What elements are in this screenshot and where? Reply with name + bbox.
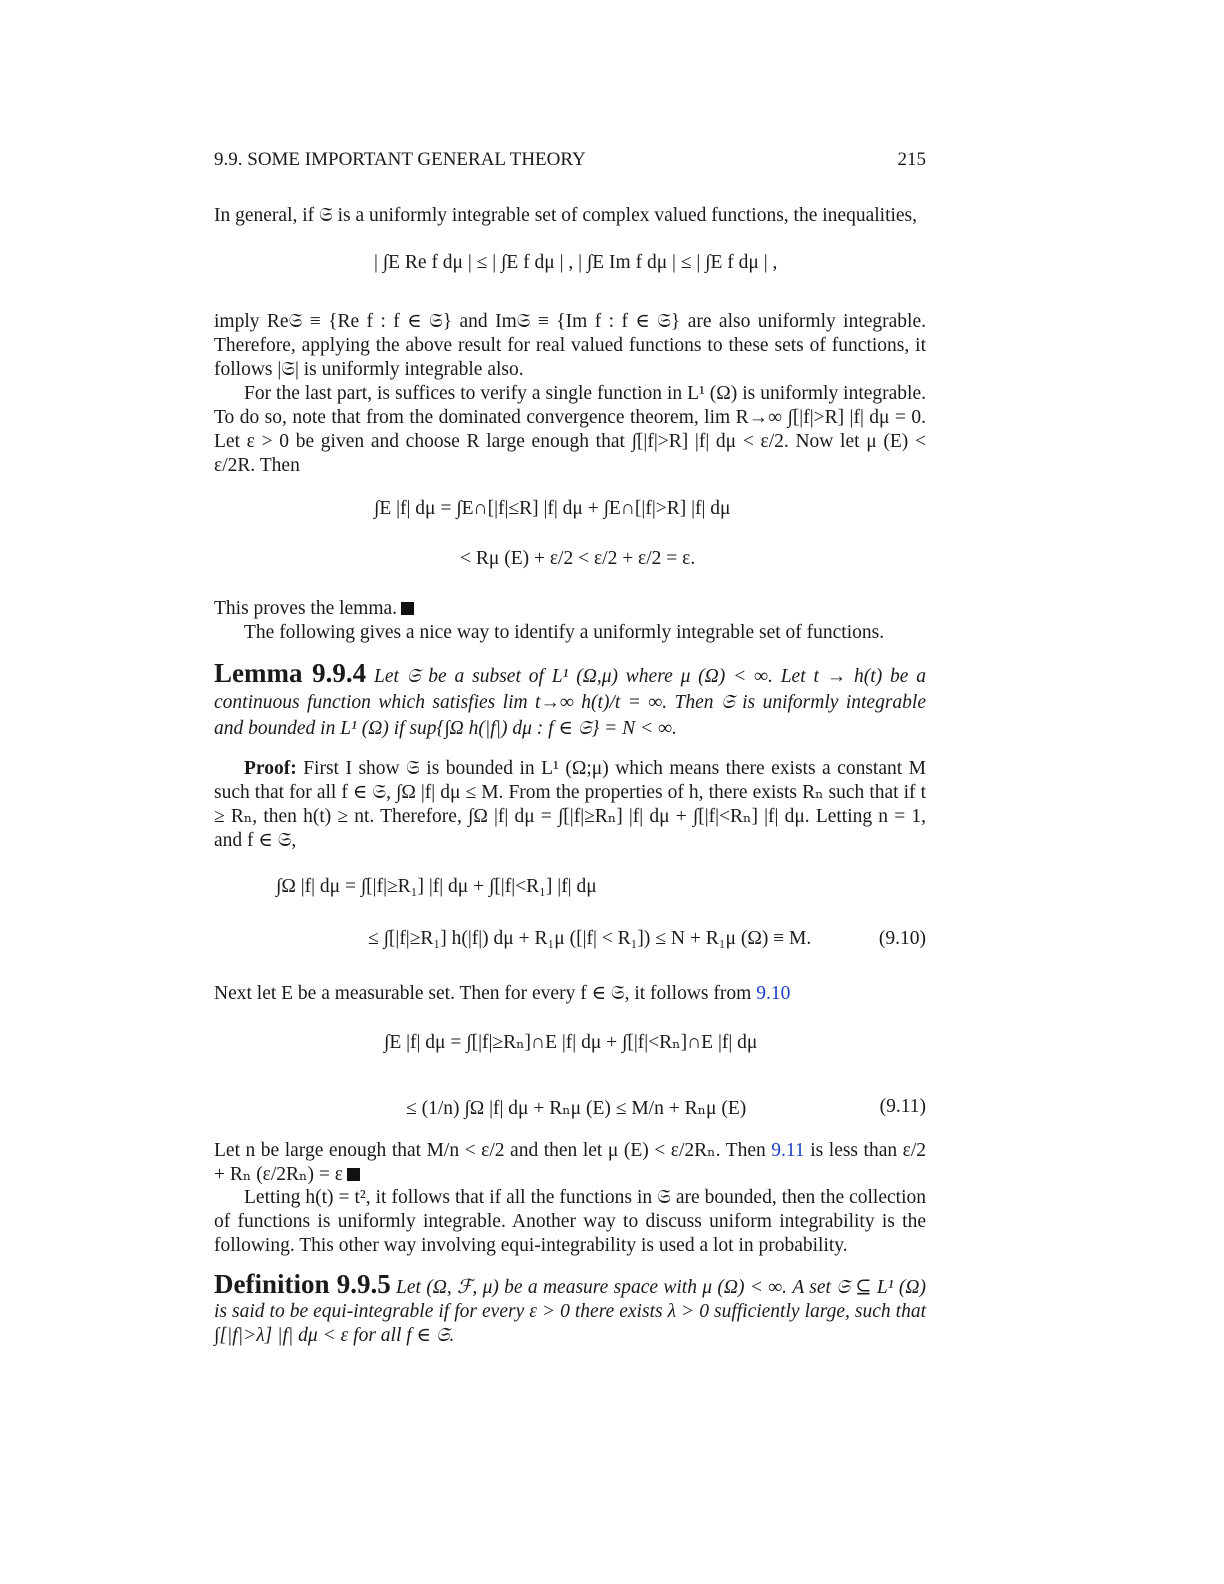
paragraph-measurable-set [214, 982, 926, 1006]
qed-square-icon [401, 602, 414, 615]
equation-link-9-10[interactable]: 9.10 [756, 983, 791, 1004]
large-n-conclusion: is less than ε/2 + Rₙ (ε/2Rₙ) = ε [214, 1140, 927, 1185]
lemma-statement: Let 𝔖 be a subset of L¹ (Ω,μ) where μ (Ω) < ∞. Let t → h(t) be a continuous function which satisfies lim t→∞ h(t)/t = ∞. Then 𝔖 is uniformly integrable and bounded in L¹ (Ω) if sup{∫Ω h(|f|) dμ : f ∈ 𝔖} = N < ∞. [214, 666, 927, 739]
equation-link-9-11[interactable]: 9.11 [771, 1140, 805, 1161]
equation-estimate-line2: < Rμ (E) + ε/2 < ε/2 + ε/2 = ε. [460, 548, 696, 569]
equation-tag-9-10: (9.10) [878, 928, 926, 949]
paragraph-last-part: For the last part, is suffices to verify a single function in L¹ (Ω) is uniformly integrable. To do so, note that from the dominated convergence theorem, lim R→∞ ∫[|f|>R] |f| dμ = 0. Let ε > 0 be given and choose R large enough that ∫[|f|>R] |f| dμ < ε/2. Now let μ (E) < ε/2R. Then [214, 383, 926, 476]
paragraph-intro: In general, if 𝔖 is a uniformly integrable set of complex valued functions, the inequalities, [214, 205, 918, 226]
paragraph-real-imag: imply Re𝔖 ≡ {Re f : f ∈ 𝔖} and Im𝔖 ≡ {Im f : f ∈ 𝔖} are also uniformly integrable. Therefore, applying the above result for real valued functions to these sets of functions, it follows |𝔖| is uniformly integrable also. [214, 311, 926, 380]
measurable-set-text: Next let E be a measurable set. Then for every f ∈ 𝔖, it follows from [214, 983, 752, 1004]
page-number: 215 [897, 149, 926, 170]
equation-small-set-line1: ∫E |f| dμ = ∫[|f|≥Rₙ]∩E |f| dμ + ∫[|f|<Rₙ]∩E |f| dμ [384, 1032, 758, 1053]
equation-inequalities: | ∫E Re f dμ | ≤ | ∫E f dμ | , | ∫E Im f dμ | ≤ | ∫E f dμ | , [374, 252, 778, 273]
equation-bounded-line1: ∫Ω |f| dμ = ∫[|f|≥R₁] |f| dμ + ∫[|f|<R₁] |f| dμ [276, 876, 597, 897]
lemma-label: Lemma 9.9.4 [214, 658, 367, 688]
paragraph-nice-way: The following gives a nice way to identify a uniformly integrable set of functions. [244, 622, 885, 643]
paragraph-proves-lemma [214, 597, 926, 621]
definition-statement: Let (Ω, ℱ, μ) be a measure space with μ (Ω) < ∞. A set 𝔖 ⊆ L¹ (Ω) is said to be equi-integrable if for every ε > 0 there exists λ > 0 sufficiently large, such that ∫[|f|>λ] |f| dμ < ε for all f ∈ 𝔖. [214, 1277, 926, 1346]
large-n-text: Let n be large enough that M/n < ε/2 and then let μ (E) < ε/2Rₙ. Then [214, 1140, 766, 1161]
paragraph-large-n [214, 1139, 926, 1187]
proof-text: First I show 𝔖 is bounded in L¹ (Ω;μ) which means there exists a constant M such that for all f ∈ 𝔖, ∫Ω |f| dμ ≤ M. From the properties of h, there exists Rₙ such that if t ≥ Rₙ, then h(t) ≥ nt. Therefore, ∫Ω |f| dμ = ∫[|f|≥Rₙ] |f| dμ + ∫[|f|<Rₙ] |f| dμ. Letting n = 1, and f ∈ 𝔖, [214, 758, 926, 851]
proof-paragraph [214, 757, 926, 853]
definition-label: Definition 9.9.5 [214, 1269, 391, 1299]
lemma-9-9-4 [214, 660, 926, 742]
qed-square-icon [347, 1168, 360, 1181]
equation-estimate-line1: ∫E |f| dμ = ∫E∩[|f|≤R] |f| dμ + ∫E∩[|f|>R] |f| dμ [374, 498, 731, 519]
equation-tag-9-11: (9.11) [879, 1096, 926, 1117]
equation-bounded-line2: ≤ ∫[|f|≥R₁] h(|f|) dμ + R₁μ ([|f| < R₁]) ≤ N + R₁μ (Ω) ≡ M. [368, 928, 812, 949]
paragraph-letting-h: Letting h(t) = t², it follows that if all the functions in 𝔖 are bounded, then the collection of functions is uniformly integrable. Another way to discuss uniform integrability is the following. This other way involving equi-integrability is used a lot in probability. [214, 1187, 926, 1256]
running-header [214, 149, 926, 171]
equation-small-set-line2: ≤ (1/n) ∫Ω |f| dμ + Rₙμ (E) ≤ M/n + Rₙμ (E) [406, 1098, 747, 1119]
definition-9-9-5 [214, 1269, 926, 1348]
proof-label: Proof: [244, 758, 297, 779]
section-title: 9.9. SOME IMPORTANT GENERAL THEORY [214, 149, 586, 170]
proves-lemma-text: This proves the lemma. [214, 598, 398, 619]
